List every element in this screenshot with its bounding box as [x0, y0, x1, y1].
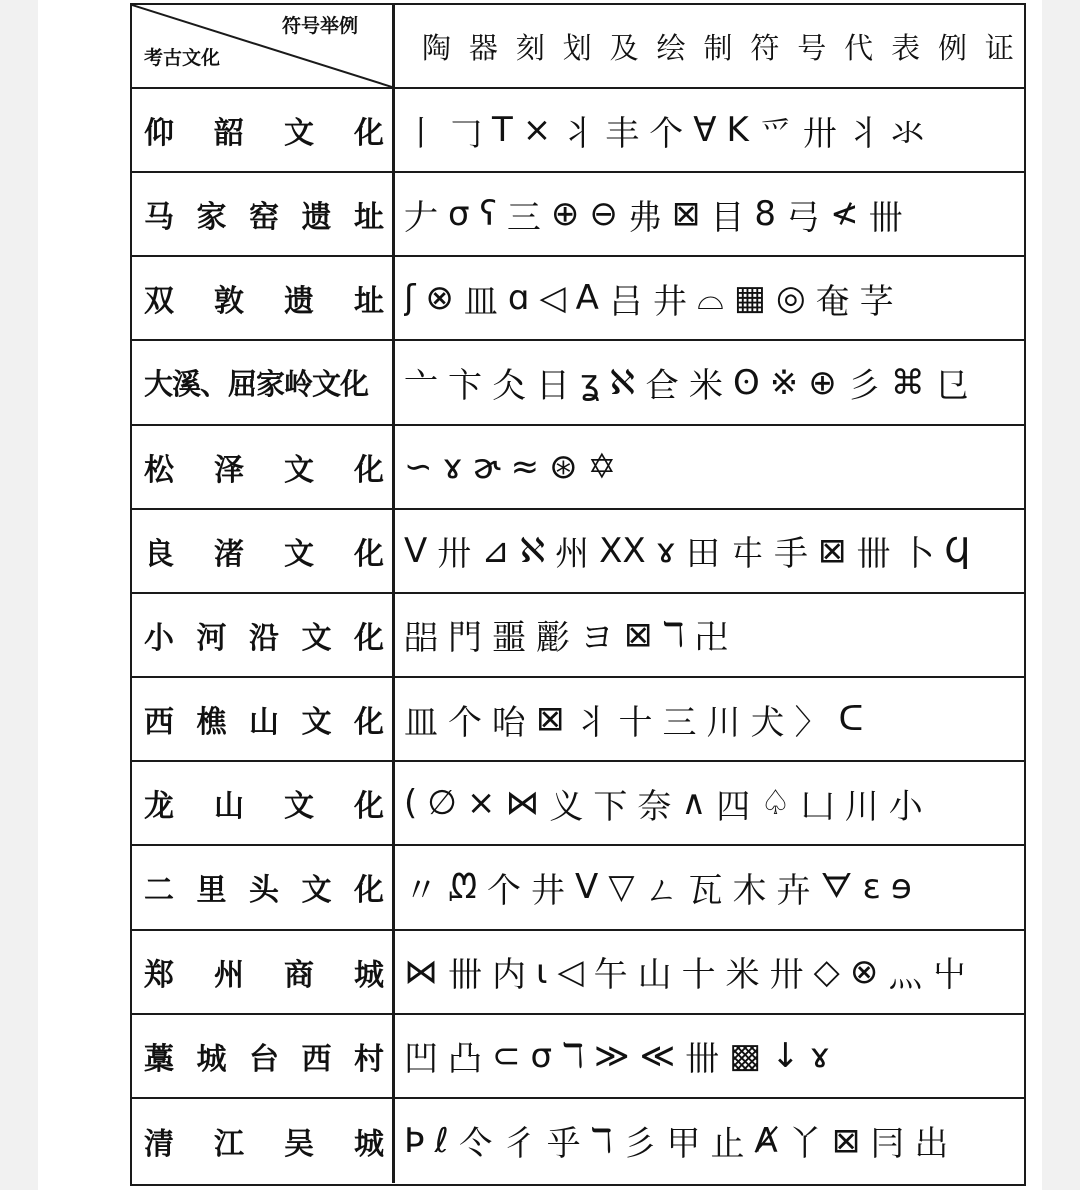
column-divider [392, 173, 395, 255]
pottery-symbol: 屮 [932, 955, 967, 996]
symbol-list [404, 846, 1016, 928]
culture-name: 马 家 窑 遗 址 [144, 200, 384, 236]
column-divider [392, 5, 395, 87]
pottery-symbol: 仒 [458, 1124, 493, 1165]
pottery-symbol: K [726, 110, 749, 151]
pottery-symbol: 皿 [463, 281, 498, 322]
symbol-list [404, 1015, 1016, 1097]
pottery-symbol: 〉 [794, 702, 829, 743]
pottery-symbol: 井 [531, 870, 566, 911]
pottery-symbol: 乎 [546, 1124, 581, 1165]
table-row [132, 510, 1024, 594]
pottery-symbol: 丫 [787, 1124, 822, 1165]
pottery-symbol: ɘ [890, 867, 912, 908]
pottery-symbol: 义 [549, 786, 584, 827]
culture-name: 郑 州 商 城 [144, 957, 384, 993]
pottery-symbol: ※ [769, 362, 799, 403]
pottery-symbol: 吕 [608, 281, 643, 322]
pottery-symbol: ʕ [479, 194, 497, 235]
pottery-symbol: 卅 [769, 955, 804, 996]
pottery-symbol: ◇ [813, 951, 840, 992]
symbol-list [404, 762, 1016, 844]
pottery-symbol: 三 [506, 197, 541, 238]
culture-name: 大溪、屈家岭文化 [144, 367, 369, 402]
pottery-symbol: ⊕ [550, 194, 580, 235]
symbol-list [404, 1099, 1016, 1183]
pottery-symbol: 三 [662, 702, 697, 743]
pottery-symbol: ⺦ [846, 113, 881, 154]
pottery-symbol: ∽ [404, 446, 433, 487]
pottery-symbol: 彡 [622, 1124, 657, 1165]
pottery-symbol: ɤ [809, 1035, 831, 1076]
pottery-symbol: ヨ [580, 618, 614, 659]
table-row [132, 678, 1024, 762]
table-row [132, 1099, 1024, 1183]
pottery-symbol: 卞 [448, 366, 482, 407]
pottery-symbol: 弓 [786, 197, 821, 238]
pottery-symbol: 灬 [888, 955, 923, 996]
pottery-symbol: ⋈ [505, 783, 540, 824]
column-divider [392, 1015, 395, 1097]
column-divider [392, 341, 395, 423]
pottery-symbol: 芓 [859, 281, 894, 322]
pottery-symbol: 丨 [404, 113, 438, 154]
corner-bottom-label: 考古文化 [144, 47, 221, 69]
pottery-symbol: ⊠ [817, 530, 847, 571]
pottery-symbol: 卍 [694, 618, 729, 659]
pottery-symbol: 川 [706, 702, 741, 743]
symbol-list [404, 341, 1016, 423]
symbol-list [404, 426, 1016, 508]
pottery-symbol: ∀ [693, 110, 717, 151]
pottery-symbol: ✡ [587, 446, 617, 487]
pottery-symbol: 凹 [404, 1039, 438, 1080]
pottery-symbol: 内 [492, 955, 526, 996]
table-row [132, 846, 1024, 930]
pottery-symbol: ⊗ [849, 951, 879, 992]
culture-name: 藁 城 台 西 村 [144, 1041, 384, 1077]
pottery-symbol: 十 [618, 702, 653, 743]
pottery-symbol: 小 [888, 786, 923, 827]
column-divider [392, 510, 395, 592]
pottery-symbol: ▩ [729, 1035, 762, 1076]
culture-name: 良 渚 文 化 [144, 536, 384, 572]
pottery-symbol: 个 [649, 113, 684, 154]
pottery-symbol: ℵ [519, 530, 546, 571]
culture-name: 龙 山 文 化 [144, 789, 384, 825]
pottery-symbol: 手 [773, 534, 808, 575]
column-divider [392, 426, 395, 508]
pottery-symbol: ℓ [434, 1120, 449, 1161]
pottery-symbol: ℵ [609, 362, 635, 403]
pottery-symbol: ⊿ [481, 530, 510, 571]
pottery-symbol: 彡 [846, 366, 881, 407]
pottery-symbol: ♤ [760, 783, 791, 824]
pottery-symbol: ᐯ [575, 867, 599, 908]
culture-name: 仰 韶 文 化 [144, 116, 384, 152]
column-divider [392, 594, 395, 676]
pottery-symbol: 犬 [750, 702, 785, 743]
pottery-symbol: 井 [652, 281, 687, 322]
pottery-symbol: 四 [716, 786, 751, 827]
pottery-symbol: 㗊 [404, 618, 438, 659]
pottery-symbol: A [575, 278, 599, 319]
pottery-symbol: ⊂ [492, 1035, 521, 1076]
pottery-symbol: ▦ [733, 278, 766, 319]
pottery-symbol: ᗊ [820, 867, 853, 908]
pottery-symbol: ≪ [639, 1035, 676, 1076]
table-row [132, 89, 1024, 173]
pottery-symbol: 奄 [815, 281, 850, 322]
pottery-symbol: 日 [536, 366, 570, 407]
pottery-symbol: 爫 [758, 113, 793, 154]
pottery-symbol: ㄥ [644, 870, 679, 911]
pottery-symbol: 〃 [404, 870, 438, 911]
table-title: 陶 器 刻 划 及 绘 制 符 号 代 表 例 证 [422, 30, 1014, 65]
pottery-symbol: 卌 [685, 1039, 720, 1080]
pottery-symbol: 下 [593, 786, 628, 827]
pottery-symbol: 米 [725, 955, 760, 996]
culture-name: 松 泽 文 化 [144, 452, 384, 488]
pottery-symbol: 奈 [637, 786, 672, 827]
pottery-symbol: ◎ [775, 278, 806, 319]
table-row [132, 173, 1024, 257]
pottery-symbol: 皿 [404, 702, 438, 743]
pottery-symbol: 山 [637, 955, 672, 996]
culture-name: 二 里 头 文 化 [144, 873, 384, 909]
pottery-symbol: ᑕ [838, 699, 864, 740]
column-divider [392, 931, 395, 1013]
pottery-symbol: ε [862, 867, 881, 908]
pottery-symbol: 米 [688, 366, 723, 407]
pottery-symbol: 卌 [856, 534, 891, 575]
pottery-symbol: ↓ [771, 1035, 800, 1076]
pottery-symbol: ℸ [662, 614, 685, 655]
table-row [132, 762, 1024, 846]
table-row [132, 931, 1024, 1015]
pottery-symbol: XX [599, 530, 646, 571]
pottery-symbol: ɤ [442, 446, 463, 487]
symbol-list [404, 89, 1016, 171]
pottery-symbol: ⊠ [536, 699, 565, 740]
pottery-symbol: 卉 [776, 870, 811, 911]
pottery-symbol: ∅ [427, 783, 457, 824]
pottery-symbol: 丰 [605, 113, 640, 154]
pottery-symbol: 个 [448, 702, 482, 743]
pottery-symbol: Ϥ [944, 530, 971, 571]
pottery-symbol: ∧ [681, 783, 707, 824]
pottery-symbol: ɑ [507, 278, 530, 319]
pottery-symbol: 瓦 [688, 870, 723, 911]
pottery-symbol: 㔾 [934, 366, 969, 407]
pottery-symbol: 凸 [448, 1039, 482, 1080]
pottery-symbol: 彲 [536, 618, 570, 659]
pottery-symbol: 仌 [492, 366, 526, 407]
culture-name: 小 河 沿 文 化 [144, 620, 384, 656]
pottery-symbol: ▽ [608, 867, 635, 908]
pottery-symbol: ɩ [536, 951, 548, 992]
corner-top-label: 符号举例 [282, 15, 359, 37]
pottery-symbol: 𠃌 [448, 113, 482, 154]
symbol-list [404, 594, 1016, 676]
pottery-symbol: 卌 [868, 197, 903, 238]
culture-name: 清 江 吴 城 [144, 1126, 384, 1162]
pottery-symbol: 卅 [437, 534, 472, 575]
pottery-symbol: ≫ [593, 1035, 630, 1076]
pottery-symbol: ʓ [580, 362, 600, 403]
pottery-symbol: 出 [914, 1124, 949, 1165]
pottery-symbol: 丬 [574, 702, 609, 743]
pottery-symbol: 亠 [404, 366, 438, 407]
pottery-symbol: ⊠ [624, 614, 653, 655]
symbol-list [404, 510, 1016, 592]
pottery-symbol: ⊛ [549, 446, 578, 487]
symbol-list [404, 257, 1016, 339]
pottery-symbol: Ⱥ [754, 1120, 778, 1161]
pottery-symbol: σ [530, 1035, 553, 1076]
table-row [132, 1015, 1024, 1099]
pottery-symbol: 甲 [666, 1124, 701, 1165]
pottery-symbol: ( [404, 783, 418, 824]
pottery-symbol: ⌘ [890, 362, 925, 403]
pottery-symbol: 氺 [890, 113, 925, 154]
pottery-symbol: 州 [555, 534, 590, 575]
column-divider [392, 1099, 395, 1183]
pottery-symbol: 𠂇 [404, 197, 438, 238]
column-divider [392, 762, 395, 844]
table-row [132, 594, 1024, 678]
column-divider [392, 678, 395, 760]
symbol-list [404, 678, 1016, 760]
pottery-symbol: ʃ [404, 278, 416, 319]
pottery-symbol: 卜 [900, 534, 935, 575]
table-row [132, 257, 1024, 341]
symbols-table [130, 3, 1026, 1186]
header-row [132, 5, 1024, 89]
table-row [132, 341, 1024, 425]
pottery-symbol: 仺 [644, 366, 679, 407]
pottery-symbol: ɚ [472, 446, 501, 487]
pottery-symbol: ℸ [590, 1120, 613, 1161]
pottery-symbol: ᘻ [448, 867, 478, 908]
pottery-symbol: 門 [448, 618, 482, 659]
pottery-symbol: 弗 [627, 197, 662, 238]
pottery-symbol: ⊖ [589, 194, 618, 235]
column-divider [392, 846, 395, 928]
pottery-symbol: 卌 [448, 955, 482, 996]
pottery-symbol: 田 [685, 534, 720, 575]
pottery-symbol: ℸ [562, 1035, 584, 1076]
pottery-symbol: 木 [732, 870, 767, 911]
pottery-symbol: 午 [593, 955, 628, 996]
pottery-symbol: σ [448, 194, 470, 235]
column-divider [392, 89, 395, 171]
pottery-symbol: × [522, 110, 552, 151]
pottery-symbol: 冃 [870, 1124, 905, 1165]
pottery-symbol: ⊠ [671, 194, 701, 235]
pottery-symbol: 个 [487, 870, 522, 911]
pottery-symbol: ⌓ [696, 278, 724, 319]
pottery-symbol: ⊠ [831, 1120, 861, 1161]
pottery-symbol: ≈ [510, 446, 540, 487]
pottery-symbol: × [466, 783, 496, 824]
pottery-symbol: 咍 [492, 702, 526, 743]
pottery-symbol: ʘ [732, 362, 760, 403]
pottery-symbol: 川 [844, 786, 879, 827]
symbol-list [404, 931, 1016, 1013]
column-divider [392, 257, 395, 339]
pottery-symbol: T [492, 110, 513, 151]
pottery-symbol: ɤ [655, 530, 676, 571]
pottery-symbol: 噩 [492, 618, 526, 659]
pottery-symbol: 彳 [502, 1124, 537, 1165]
pottery-symbol: ⊗ [425, 278, 454, 319]
pottery-symbol: 凵 [800, 786, 835, 827]
pottery-symbol: 十 [681, 955, 716, 996]
pottery-symbol: ≮ [830, 194, 859, 235]
pottery-symbol: 㐄 [729, 534, 764, 575]
pottery-symbol: ◁ [557, 951, 584, 992]
table-row [132, 426, 1024, 510]
pottery-symbol: 止 [710, 1124, 745, 1165]
pottery-symbol: ◁ [539, 278, 566, 319]
pottery-symbol: ⺦ [561, 113, 596, 154]
culture-name: 西 樵 山 文 化 [144, 705, 384, 741]
pottery-symbol: 目 [710, 197, 745, 238]
pottery-symbol: 卅 [802, 113, 837, 154]
pottery-symbol: V [404, 530, 428, 571]
culture-name: 双 敦 遗 址 [144, 284, 384, 320]
pottery-symbol: Þ [404, 1120, 425, 1161]
pottery-symbol: ⊕ [808, 362, 837, 403]
pottery-symbol: ⋈ [404, 951, 438, 992]
pottery-symbol: 8 [754, 194, 777, 235]
document-page [38, 0, 1042, 1190]
symbol-list [404, 173, 1016, 255]
